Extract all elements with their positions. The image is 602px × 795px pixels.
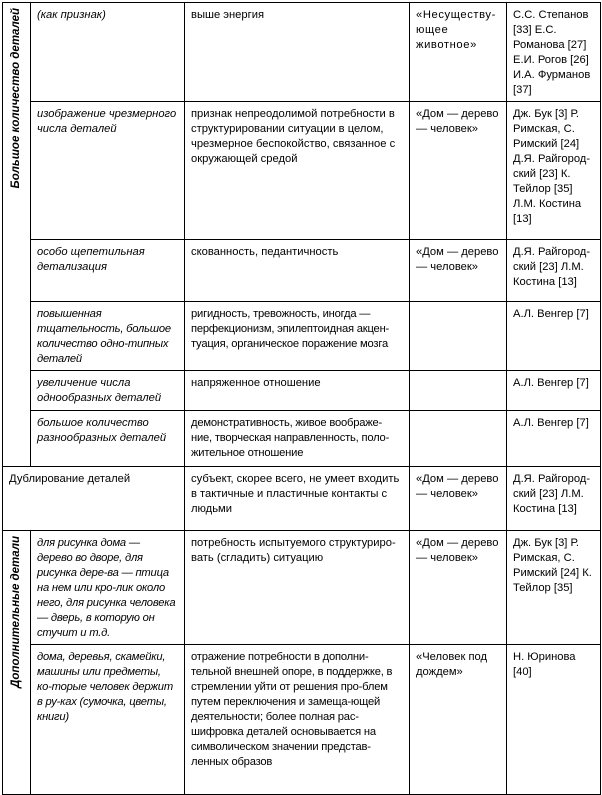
details-table [2, 2, 601, 795]
source-cell: Дж. Бук [3] Р. Римская, С. Римский [24] К. Тейлор [35] [507, 531, 601, 645]
source-cell: А.Л. Венгер [7] [507, 302, 601, 371]
test-cell: «Дом — дерево — человек» [410, 102, 507, 240]
meaning-cell: демонстративность, живое воображе-ние, творческая направленность, поло-жительное отношение [185, 411, 410, 467]
feature-cell: большое количество разнообразных деталей [31, 411, 185, 467]
feature-cell: для рисунка дома — дерево во дворе, для рисунка дере-ва — птица на нем или кро-лик около него, для рисунка человека — дверь, в которую он стучит и т.д. [31, 531, 185, 645]
meaning-cell: ригидность, тревожность, иногда — перфекционизм, эпилептоидная акцен-туация, органическое поражение мозга [185, 302, 410, 371]
source-cell: А.Л. Венгер [7] [507, 371, 601, 411]
test-cell: «Несуществу-ющее животное» [410, 3, 507, 102]
test-cell: «Человек под дождем» [410, 645, 507, 795]
source-cell: С.С. Степанов [33] Е.С. Романова [27] Е.И. Рогов [26] И.А. Фурманов [37] [507, 3, 601, 102]
table-row [3, 467, 601, 531]
test-cell [410, 371, 507, 411]
source-cell: Дж. Бук [3] Р. Римская, С. Римский [24] Д.Я. Райгород-ский [23] К. Тейлор [35] Л.М. Костина [13] [507, 102, 601, 240]
test-cell: «Дом — дерево — человек» [410, 467, 507, 531]
table-row [3, 411, 601, 467]
feature-cell-duplication: Дублирование деталей [3, 467, 185, 531]
feature-cell: увеличение числа однообразных деталей [31, 371, 185, 411]
source-cell: Н. Юринова [40] [507, 645, 601, 795]
feature-cell: особо щепетильная детализация [31, 240, 185, 302]
feature-cell: повышенная тщательность, большое количество одно-типных деталей [31, 302, 185, 371]
meaning-cell: субъект, скорее всего, не умеет входить в тактичные и пластичные контакты с людьми [185, 467, 410, 531]
table-row [3, 240, 601, 302]
meaning-cell: потребность испытуемого структуриро-вать (сгладить) ситуацию [185, 531, 410, 645]
group-label-many-details: Большое количество деталей [3, 3, 31, 467]
source-cell: А.Л. Венгер [7] [507, 411, 601, 467]
meaning-cell: признак непреодолимой потребности в структурировании ситуации в целом, чрезмерное беспокойство, связанное с окружающей средой [185, 102, 410, 240]
table-row [3, 102, 601, 240]
meaning-cell: скованность, педантичность [185, 240, 410, 302]
table-row [3, 645, 601, 795]
test-cell [410, 302, 507, 371]
test-cell [410, 411, 507, 467]
table-row [3, 371, 601, 411]
test-cell: «Дом — дерево — человек» [410, 240, 507, 302]
meaning-cell: отражение потребности в дополни-тельной внешней опоре, в поддержке, в стремлении уйти от решения про-блем путем переключения и замеща-ющей деятельности; более полная рас-шифровка деталей основывается на символическом значении представ-ленных образов [185, 645, 410, 795]
test-cell: «Дом — дерево — человек» [410, 531, 507, 645]
table-row [3, 531, 601, 645]
meaning-cell: напряженное отношение [185, 371, 410, 411]
feature-cell: (как признак) [31, 3, 185, 102]
source-cell: Д.Я. Райгород-ский [23] Л.М. Костина [13] [507, 240, 601, 302]
group-label-extra-details: Дополнительные детали [3, 531, 31, 795]
source-cell: Д.Я. Райгород-ский [23] Л.М. Костина [13] [507, 467, 601, 531]
feature-cell: изображение чрезмерного числа деталей [31, 102, 185, 240]
table-row [3, 302, 601, 371]
feature-cell: дома, деревья, скамейки, машины или предметы, ко-торые человек держит в ру-ках (сумочка, цветы, книги) [31, 645, 185, 795]
meaning-cell: выше энергия [185, 3, 410, 102]
table-row [3, 3, 601, 102]
